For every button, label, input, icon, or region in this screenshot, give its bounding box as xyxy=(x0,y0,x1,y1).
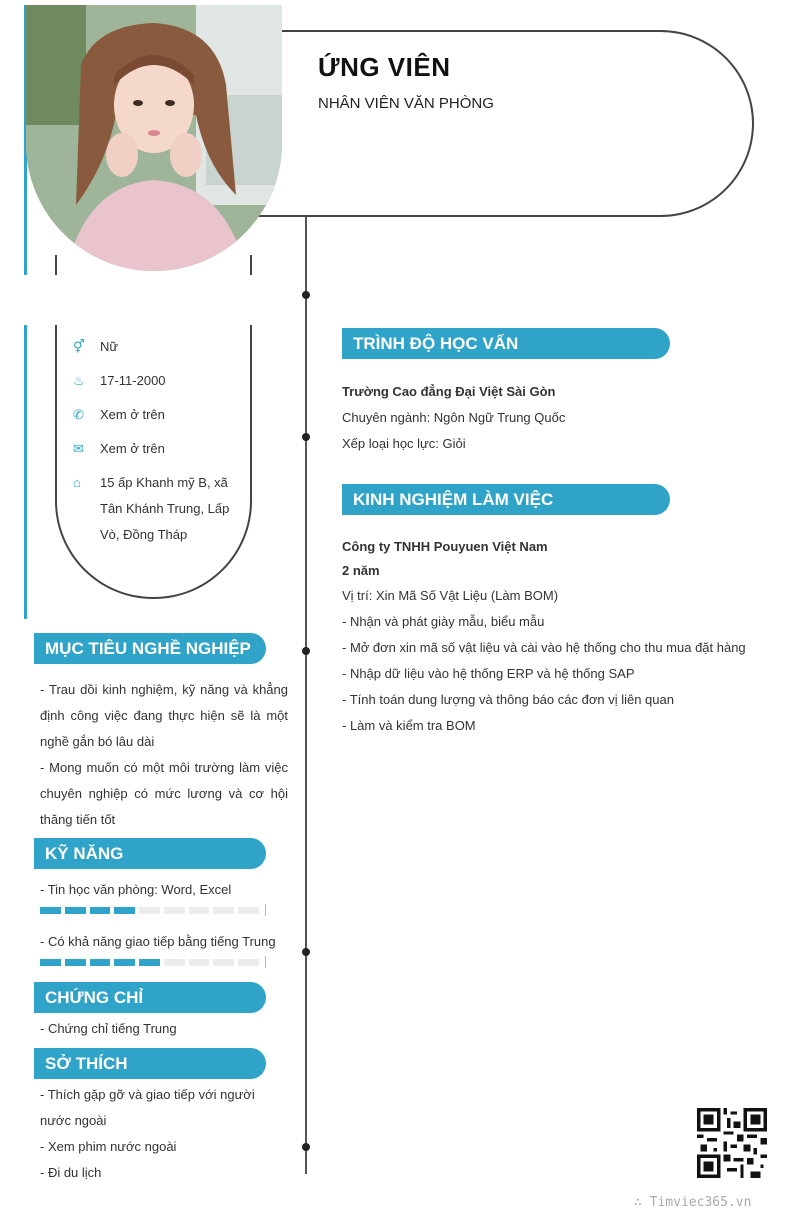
hobby-item: - Xem phim nước ngoài xyxy=(40,1139,177,1154)
skill-bar-segment xyxy=(213,907,234,914)
skill-bar-segment xyxy=(40,907,61,914)
qr-code xyxy=(697,1108,767,1178)
task-item: - Làm và kiểm tra BOM xyxy=(342,718,476,733)
major: Chuyên ngành: Ngôn Ngữ Trung Quốc xyxy=(342,410,566,425)
skills-header: KỸ NĂNG xyxy=(34,838,266,869)
skill-bar-segment xyxy=(238,959,259,966)
task-item: - Mở đơn xin mã số vật liệu và cài vào hệ thống cho thu mua đặt hàng xyxy=(342,640,746,655)
duration: 2 năm xyxy=(342,563,380,578)
birthday-value: 17-11-2000 xyxy=(100,373,166,388)
timeline-dot xyxy=(302,948,310,956)
candidate-name: ỨNG VIÊN xyxy=(318,52,451,82)
home-icon: ⌂ xyxy=(73,475,81,490)
info-email xyxy=(73,436,238,462)
skill-bar-segment xyxy=(90,907,111,914)
email-value: Xem ở trên xyxy=(100,441,165,456)
hobbies-list xyxy=(40,1082,288,1186)
timeline-dot xyxy=(302,291,310,299)
avatar-photo xyxy=(26,5,282,271)
experience-header: KINH NGHIỆM LÀM VIỆC xyxy=(342,484,670,515)
task-item: - Tính toán dung lượng và thông báo các đơn vị liên quan xyxy=(342,692,674,707)
info-capsule xyxy=(55,325,252,599)
info-gender xyxy=(73,334,238,360)
skill-bar-end xyxy=(265,956,266,968)
skill-bar xyxy=(40,956,266,968)
objective-line: - Trau dồi kinh nghiệm, kỹ năng và khẳng định công việc đang thực hiện sẽ là một nghề gắn bó lâu dài xyxy=(40,682,288,749)
skill-bar-segment xyxy=(238,907,259,914)
school-name: Trường Cao đẳng Đại Việt Sài Gòn xyxy=(342,384,556,399)
skill-bar-segment xyxy=(139,907,160,914)
task-item: - Nhận và phát giày mẫu, biểu mẫu xyxy=(342,614,545,629)
info-birthday xyxy=(73,368,238,394)
skill-bar-segment xyxy=(213,959,234,966)
certificates-header: CHỨNG CHỈ xyxy=(34,982,266,1013)
company-name: Công ty TNHH Pouyuen Việt Nam xyxy=(342,539,548,554)
skill-bar-segment xyxy=(114,907,135,914)
skill-bar-segment xyxy=(65,907,86,914)
timeline-dot xyxy=(302,647,310,655)
accent-bar xyxy=(24,325,27,619)
birthday-cake-icon: ♨ xyxy=(73,373,85,388)
skill-bar-segment xyxy=(90,959,111,966)
skill-bar-segment xyxy=(40,959,61,966)
timeline-dot xyxy=(302,1143,310,1151)
email-icon: ✉ xyxy=(73,441,84,456)
gender-icon: ⚥ xyxy=(73,339,85,354)
hobbies-header: SỞ THÍCH xyxy=(34,1048,266,1079)
timeline xyxy=(305,217,307,1174)
skill-bar-segment xyxy=(189,907,210,914)
hobby-item: - Đi du lịch xyxy=(40,1165,102,1180)
phone-value: Xem ở trên xyxy=(100,407,165,422)
task-item: - Nhập dữ liệu vào hệ thống ERP và hệ thống SAP xyxy=(342,666,635,681)
skill-bar-end xyxy=(265,904,266,916)
skill-bar-segment xyxy=(189,959,210,966)
education-header: TRÌNH ĐỘ HỌC VẤN xyxy=(342,328,670,359)
skill-bar xyxy=(40,904,266,916)
phone-icon: ✆ xyxy=(73,407,84,422)
brand-watermark: ∴ Timviec365.vn xyxy=(634,1195,752,1210)
objective-text xyxy=(40,677,288,833)
info-capsule-top xyxy=(55,255,252,275)
timeline-dot xyxy=(302,433,310,441)
skill-bar-segment xyxy=(164,959,185,966)
grade: Xếp loại học lực: Giỏi xyxy=(342,436,466,451)
skill-bar-segment xyxy=(114,959,135,966)
avatar xyxy=(26,5,282,271)
job-title: NHÂN VIÊN VĂN PHÒNG xyxy=(318,95,494,112)
skill-bar-segment xyxy=(139,959,160,966)
info-phone xyxy=(73,402,238,428)
info-address xyxy=(73,470,238,548)
objective-line: - Mong muốn có một môi trường làm việc chuyên nghiệp có mức lương và cơ hội thăng tiến tốt xyxy=(40,760,288,827)
address-value: 15 ấp Khanh mỹ B, xã Tân Khánh Trung, Lấp Vò, Đồng Tháp xyxy=(100,475,230,542)
hobby-item: - Thích gặp gỡ và giao tiếp với người nước ngoài xyxy=(40,1087,255,1128)
skill-label: - Tin học văn phòng: Word, Excel xyxy=(40,882,232,897)
qr-code-image xyxy=(697,1108,767,1178)
gender-value: Nữ xyxy=(100,339,119,354)
education-block xyxy=(342,379,772,457)
position: Vị trí: Xin Mã Số Vật Liệu (Làm BOM) xyxy=(342,588,559,603)
certificate-item: - Chứng chỉ tiếng Trung xyxy=(40,1021,177,1036)
skill-bar-segment xyxy=(65,959,86,966)
skill-label: - Có khả năng giao tiếp bằng tiếng Trung xyxy=(40,934,276,949)
objective-header: MỤC TIÊU NGHỀ NGHIỆP xyxy=(34,633,266,664)
skill-bar-segment xyxy=(164,907,185,914)
experience-block xyxy=(342,535,772,739)
